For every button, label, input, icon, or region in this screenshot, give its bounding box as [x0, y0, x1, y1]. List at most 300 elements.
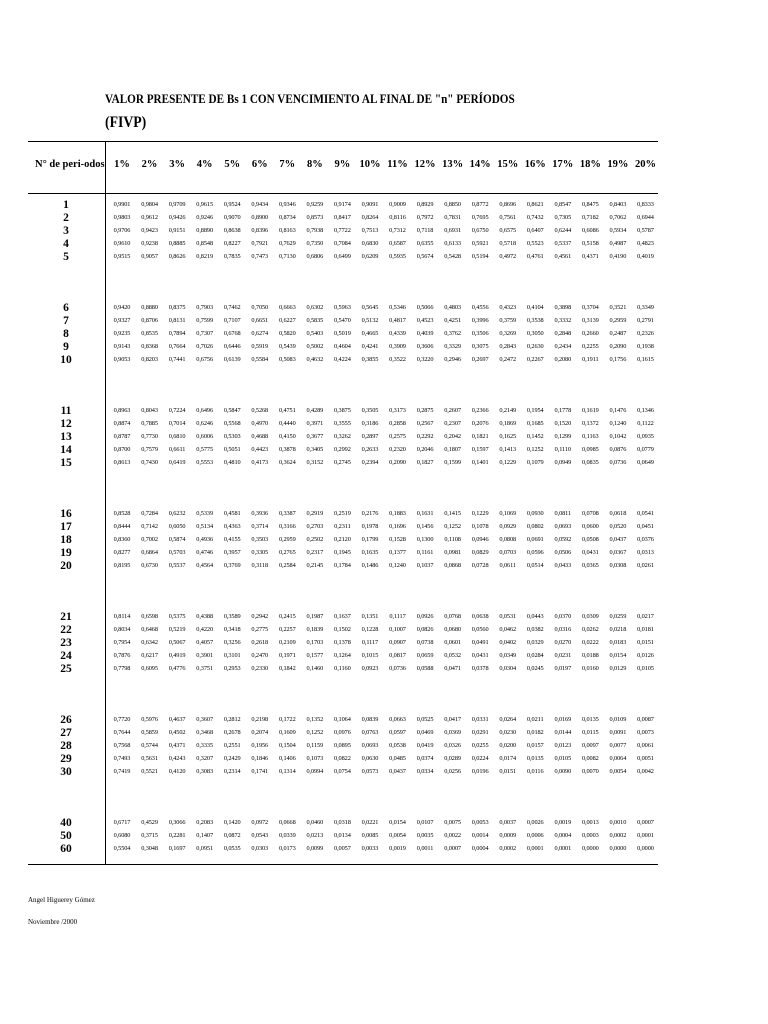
factor-cell: 0,5744	[141, 741, 158, 749]
factor-cell: 0,0042	[637, 767, 654, 775]
factor-cell: 0,0270	[554, 638, 572, 646]
period-number: 15	[60, 456, 72, 469]
period-number: 9	[63, 340, 69, 353]
factor-cell: 0,0817	[389, 651, 406, 659]
factor-cell: 0,1401	[471, 458, 489, 466]
factor-cell: 0,1228	[361, 625, 379, 633]
factor-cell: 0,5134	[196, 522, 213, 530]
factor-cell: 0,3048	[141, 844, 158, 852]
factor-cell: 0,8706	[141, 316, 158, 324]
factor-cell: 0,6342	[141, 638, 158, 646]
factor-cell: 0,4057	[196, 638, 213, 646]
factor-cell: 0,0256	[444, 767, 461, 775]
period-number: 17	[60, 520, 72, 533]
factor-cell: 0,2567	[416, 419, 434, 427]
factor-cell: 0,7954	[113, 638, 131, 646]
factor-cell: 0,0115	[582, 728, 599, 736]
factor-cell: 0,7629	[278, 239, 296, 247]
factor-cell: 0,5523	[526, 239, 544, 247]
factor-cell: 0,6133	[444, 239, 461, 247]
factor-cell: 0,0560	[471, 625, 489, 633]
factor-cell: 0,8277	[113, 548, 131, 556]
factor-cell: 0,6419	[168, 458, 186, 466]
factor-cell: 0,4564	[196, 561, 213, 569]
factor-cell: 0,8163	[278, 226, 296, 234]
factor-cell: 0,2307	[444, 419, 461, 427]
factor-cell: 0,5375	[168, 613, 186, 620]
factor-cell: 0,1351	[361, 613, 379, 620]
factor-cell: 0,3704	[581, 304, 599, 311]
table-row	[0, 727, 768, 740]
factor-cell: 0,8333	[637, 201, 654, 208]
factor-cell: 0,8403	[609, 201, 627, 208]
factor-cell: 0,8203	[141, 355, 158, 363]
factor-cell: 0,5553	[196, 458, 213, 466]
factor-cell: 0,0369	[444, 728, 461, 736]
rate-header: 16%	[524, 159, 546, 170]
factor-cell: 0,8787	[113, 432, 131, 440]
factor-cell: 0,5051	[223, 445, 241, 453]
factor-cell: 0,7720	[113, 716, 131, 723]
factor-cell: 0,2942	[251, 613, 269, 620]
factor-cell: 0,0663	[389, 716, 406, 723]
factor-cell: 0,0135	[581, 716, 599, 723]
factor-cell: 0,4155	[223, 535, 241, 543]
period-number: 28	[60, 739, 72, 752]
factor-cell: 0,0087	[637, 716, 654, 723]
factor-cell: 0,3503	[251, 535, 269, 543]
factor-cell: 0,1377	[389, 548, 406, 556]
factor-cell: 0,0437	[609, 535, 627, 543]
factor-cell: 0,0451	[637, 522, 654, 530]
factor-cell: 0,4665	[361, 329, 379, 337]
factor-cell: 0,8475	[581, 201, 599, 208]
factor-cell: 0,0543	[251, 831, 269, 839]
table-row	[0, 302, 768, 315]
factor-cell: 0,0213	[306, 831, 324, 839]
factor-cell: 0,5470	[334, 316, 351, 324]
factor-cell: 0,2320	[389, 445, 406, 453]
factor-cell: 0,7938	[306, 226, 324, 234]
factor-cell: 0,6086	[581, 226, 599, 234]
factor-cell: 0,2519	[334, 510, 351, 517]
factor-cell: 0,1696	[389, 522, 406, 530]
factor-cell: 0,0261	[637, 561, 654, 569]
factor-cell: 0,6209	[361, 252, 379, 260]
factor-cell: 0,4810	[223, 458, 241, 466]
factor-cell: 0,0224	[471, 754, 489, 762]
factor-cell: 0,0126	[637, 651, 654, 659]
factor-cell: 0,0002	[609, 831, 627, 839]
factor-cell: 0,0811	[554, 510, 572, 517]
factor-cell: 0,1300	[416, 535, 434, 543]
factor-cell: 0,3769	[223, 561, 241, 569]
period-number: 4	[63, 237, 69, 250]
factor-cell: 0,7050	[251, 304, 269, 311]
factor-cell: 0,6217	[141, 651, 158, 659]
factor-cell: 0,7513	[361, 226, 379, 234]
period-number: 2	[63, 211, 69, 224]
factor-cell: 0,0002	[499, 844, 517, 852]
factor-cell: 0,7831	[444, 213, 461, 221]
factor-cell: 0,3050	[526, 329, 544, 337]
factor-cell: 0,7142	[141, 522, 158, 530]
factor-cell: 0,4817	[389, 316, 406, 324]
factor-cell: 0,8043	[141, 407, 158, 414]
factor-cell: 0,8219	[196, 252, 213, 260]
period-number: 3	[63, 224, 69, 237]
factor-cell: 0,9434	[251, 201, 269, 208]
factor-cell: 0,0417	[444, 716, 461, 723]
table-row	[0, 212, 768, 225]
period-number: 25	[60, 662, 72, 675]
table-row	[0, 830, 768, 843]
factor-cell: 0,2703	[306, 522, 324, 530]
table-row	[0, 637, 768, 650]
factor-cell: 0,1827	[416, 458, 434, 466]
factor-cell: 0,4039	[416, 329, 434, 337]
rate-header: 9%	[334, 159, 351, 170]
factor-cell: 0,0033	[361, 844, 379, 852]
factor-cell: 0,1079	[526, 458, 544, 466]
factor-cell: 0,0907	[389, 638, 406, 646]
factor-cell: 0,1110	[554, 445, 571, 453]
factor-cell: 0,9426	[168, 213, 186, 221]
factor-cell: 0,0736	[389, 664, 406, 672]
factor-cell: 0,1117	[361, 638, 379, 646]
factor-cell: 0,0923	[361, 664, 379, 672]
factor-cell: 0,2618	[251, 638, 269, 646]
factor-cell: 0,2607	[444, 407, 461, 414]
period-number: 12	[60, 417, 72, 430]
factor-cell: 0,2109	[278, 638, 296, 646]
factor-cell: 0,0822	[334, 754, 351, 762]
factor-cell: 0,8626	[168, 252, 186, 260]
factor-cell: 0,1954	[526, 407, 544, 414]
factor-cell: 0,0135	[526, 754, 544, 762]
factor-cell: 0,7430	[141, 458, 158, 466]
table-row	[0, 431, 768, 444]
factor-cell: 0,7307	[196, 329, 213, 337]
factor-cell: 0,6274	[251, 329, 269, 337]
factor-cell: 0,6830	[361, 239, 379, 247]
factor-cell: 0,0680	[444, 625, 461, 633]
period-number: 40	[60, 817, 72, 829]
factor-cell: 0,6050	[168, 522, 186, 530]
factor-cell: 0,1821	[471, 432, 489, 440]
factor-cell: 0,0255	[471, 741, 489, 749]
factor-cell: 0,3329	[444, 342, 461, 350]
factor-cell: 0,1756	[609, 355, 627, 363]
period-number: 60	[60, 842, 72, 855]
factor-cell: 0,8375	[168, 304, 186, 311]
factor-cell: 0,6598	[141, 613, 158, 620]
factor-cell: 0,8929	[416, 201, 434, 208]
factor-cell: 0,8548	[196, 239, 213, 247]
factor-cell: 0,8573	[306, 213, 324, 221]
factor-cell: 0,0630	[361, 754, 379, 762]
factor-cell: 0,1778	[554, 407, 572, 414]
period-number: 26	[60, 714, 72, 726]
factor-cell: 0,3262	[334, 432, 351, 440]
factor-cell: 0,0217	[637, 613, 654, 620]
factor-cell: 0,5584	[251, 355, 269, 363]
factor-cell: 0,0538	[389, 741, 406, 749]
factor-cell: 0,0525	[416, 716, 434, 723]
factor-cell: 0,1117	[389, 613, 406, 620]
factor-cell: 0,1314	[278, 767, 296, 775]
factor-cell: 0,0491	[471, 638, 489, 646]
factor-cell: 0,6663	[278, 304, 296, 311]
factor-cell: 0,4746	[196, 548, 213, 556]
factor-cell: 0,9804	[141, 201, 158, 208]
factor-cell: 0,0951	[196, 844, 213, 852]
factor-cell: 0,5787	[637, 226, 654, 234]
factor-cell: 0,0157	[526, 741, 544, 749]
factor-cell: 0,1637	[334, 613, 351, 620]
factor-cell: 0,0188	[581, 651, 599, 659]
factor-cell: 0,6611	[168, 445, 186, 453]
factor-cell: 0,4919	[168, 651, 186, 659]
factor-cell: 0,9420	[113, 304, 131, 311]
factor-cell: 0,7284	[141, 510, 158, 517]
factor-cell: 0,3971	[306, 419, 324, 427]
factor-cell: 0,0019	[554, 819, 572, 826]
factor-cell: 0,2858	[389, 419, 406, 427]
factor-cell: 0,4339	[389, 329, 406, 337]
factor-cell: 0,9070	[223, 213, 241, 221]
factor-cell: 0,8034	[113, 625, 131, 633]
factor-cell: 0,0011	[416, 844, 434, 852]
factor-cell: 0,9706	[113, 226, 131, 234]
factor-cell: 0,9235	[113, 329, 131, 337]
factor-cell: 0,0462	[499, 625, 517, 633]
factor-cell: 0,4440	[278, 419, 296, 427]
factor-cell: 0,3521	[609, 304, 627, 311]
factor-cell: 0,5921	[471, 239, 489, 247]
table-row	[0, 405, 768, 418]
factor-cell: 0,7084	[334, 239, 351, 247]
factor-cell: 0,3335	[196, 741, 213, 749]
factor-cell: 0,2470	[251, 651, 269, 659]
factor-cell: 0,0091	[609, 728, 627, 736]
factor-cell: 0,2083	[196, 819, 213, 826]
factor-cell: 0,2317	[306, 548, 324, 556]
factor-cell: 0,0949	[554, 458, 572, 466]
factor-cell: 0,0431	[471, 651, 489, 659]
factor-cell: 0,7493	[113, 754, 131, 762]
factor-cell: 0,2959	[609, 316, 627, 324]
factor-cell: 0,0085	[361, 831, 379, 839]
factor-cell: 0,0972	[251, 819, 269, 826]
factor-cell: 0,2765	[278, 548, 296, 556]
factor-cell: 0,4751	[278, 407, 296, 414]
factor-cell: 0,2120	[334, 535, 351, 543]
table-row	[0, 753, 768, 766]
factor-cell: 0,4632	[306, 355, 324, 363]
factor-cell: 0,1635	[361, 548, 379, 556]
factor-cell: 0,6244	[554, 226, 572, 234]
factor-cell: 0,0264	[499, 716, 517, 723]
factor-cell: 0,1625	[499, 432, 517, 440]
factor-cell: 0,1978	[361, 522, 379, 530]
factor-cell: 0,4803	[444, 304, 461, 311]
factor-cell: 0,0876	[609, 445, 627, 453]
factor-cell: 0,0768	[444, 613, 461, 620]
factor-cell: 0,8131	[168, 316, 186, 324]
factor-cell: 0,7722	[334, 226, 351, 234]
factor-cell: 0,0728	[471, 561, 489, 569]
factor-cell: 0,4371	[168, 741, 186, 749]
factor-cell: 0,1352	[306, 716, 324, 723]
factor-cell: 0,0097	[581, 741, 599, 749]
factor-cell: 0,4936	[196, 535, 213, 543]
period-number: 6	[63, 302, 69, 314]
factor-cell: 0,0326	[444, 741, 461, 749]
factor-cell: 0,1456	[416, 522, 434, 530]
factor-cell: 0,4241	[361, 342, 379, 350]
factor-cell: 0,1252	[306, 728, 324, 736]
factor-cell: 0,4289	[306, 407, 324, 414]
factor-cell: 0,0308	[609, 561, 627, 569]
factor-cell: 0,0262	[581, 625, 599, 633]
factor-cell: 0,5504	[113, 844, 131, 852]
factor-cell: 0,7118	[416, 226, 434, 234]
factor-cell: 0,4581	[223, 510, 241, 517]
factor-cell: 0,6006	[196, 432, 213, 440]
factor-cell: 0,0160	[581, 664, 599, 672]
factor-cell: 0,6931	[444, 226, 461, 234]
factor-cell: 0,2875	[416, 407, 434, 414]
factor-cell: 0,2633	[361, 445, 379, 453]
factor-cell: 0,8621	[526, 201, 544, 208]
factor-cell: 0,3607	[196, 716, 213, 723]
factor-cell: 0,0134	[334, 831, 351, 839]
table-row	[0, 444, 768, 457]
table-row	[0, 624, 768, 637]
period-number: 16	[60, 508, 72, 520]
factor-cell: 0,0129	[609, 664, 627, 672]
factor-cell: 0,0037	[499, 819, 517, 826]
table-row	[0, 199, 768, 212]
factor-cell: 0,3405	[306, 445, 324, 453]
factor-cell: 0,4190	[609, 252, 627, 260]
factor-cell: 0,0895	[334, 741, 351, 749]
table-row	[0, 714, 768, 727]
factor-cell: 0,6080	[113, 831, 131, 839]
factor-cell: 0,6587	[389, 239, 406, 247]
factor-cell: 0,3207	[196, 754, 213, 762]
factor-cell: 0,1160	[334, 664, 351, 672]
factor-cell: 0,0077	[609, 741, 627, 749]
factor-cell: 0,1452	[526, 432, 544, 440]
factor-cell: 0,1486	[361, 561, 379, 569]
factor-cell: 0,3305	[251, 548, 269, 556]
factor-cell: 0,0174	[499, 754, 517, 762]
factor-cell: 0,2394	[361, 458, 379, 466]
factor-cell: 0,8417	[334, 213, 351, 221]
table-row	[0, 341, 768, 354]
period-number: 14	[60, 443, 72, 456]
factor-cell: 0,7798	[113, 664, 131, 672]
factor-cell: 0,5847	[223, 407, 241, 414]
period-number: 13	[60, 430, 72, 443]
table-row	[0, 418, 768, 431]
factor-cell: 0,0006	[526, 831, 544, 839]
factor-cell: 0,3166	[278, 522, 296, 530]
factor-cell: 0,2257	[278, 625, 296, 633]
factor-cell: 0,3762	[444, 329, 461, 337]
factor-cell: 0,0197	[554, 664, 572, 672]
factor-cell: 0,7305	[554, 213, 572, 221]
factor-cell: 0,4688	[251, 432, 269, 440]
factor-cell: 0,0779	[637, 445, 654, 453]
factor-cell: 0,0638	[471, 613, 489, 620]
factor-cell: 0,9515	[113, 252, 131, 260]
factor-cell: 0,4224	[334, 355, 351, 363]
factor-cell: 0,0402	[499, 638, 517, 646]
factor-cell: 0,1037	[416, 561, 434, 569]
factor-cell: 0,8535	[141, 329, 158, 337]
factor-cell: 0,4388	[196, 613, 213, 620]
factor-cell: 0,5083	[278, 355, 296, 363]
factor-cell: 0,0245	[526, 664, 544, 672]
factor-cell: 0,0154	[609, 651, 627, 659]
factor-cell: 0,0284	[526, 651, 544, 659]
factor-cell: 0,1842	[278, 664, 296, 672]
factor-cell: 0,1504	[278, 741, 296, 749]
period-number: 24	[60, 649, 72, 662]
table-bottom-rule	[28, 864, 658, 865]
factor-cell: 0,4561	[554, 252, 572, 260]
rate-header: 8%	[306, 159, 323, 170]
factor-cell: 0,0035	[416, 831, 434, 839]
factor-cell: 0,1460	[306, 664, 324, 672]
factor-cell: 0,0211	[527, 716, 544, 723]
factor-cell: 0,6810	[168, 432, 186, 440]
rate-header: 3%	[169, 159, 185, 170]
factor-cell: 0,8264	[361, 213, 379, 221]
factor-cell: 0,3418	[223, 625, 241, 633]
factor-cell: 0,3898	[554, 304, 572, 311]
factor-cell: 0,0073	[637, 728, 654, 736]
factor-cell: 0,1502	[334, 625, 351, 633]
factor-cell: 0,9143	[113, 342, 131, 350]
factor-cell: 0,0019	[389, 844, 406, 852]
factor-cell: 0,3186	[361, 419, 379, 427]
factor-cell: 0,1520	[554, 419, 572, 427]
factor-cell: 0,6496	[196, 407, 213, 414]
factor-cell: 0,7921	[251, 239, 269, 247]
factor-cell: 0,4776	[168, 664, 186, 672]
factor-cell: 0,0506	[554, 548, 572, 556]
factor-cell: 0,0378	[471, 664, 489, 672]
table-row	[0, 354, 768, 367]
factor-cell: 0,6806	[306, 252, 324, 260]
factor-cell: 0,2848	[554, 329, 572, 337]
factor-cell: 0,2145	[306, 561, 324, 569]
factor-cell: 0,0611	[499, 561, 516, 569]
period-number: 19	[60, 546, 72, 559]
factor-cell: 0,0221	[361, 819, 379, 826]
factor-cell: 0,1846	[251, 754, 269, 762]
factor-cell: 0,0976	[334, 728, 351, 736]
factor-cell: 0,0691	[526, 535, 544, 543]
rate-header: 13%	[442, 159, 464, 170]
factor-cell: 0,4423	[251, 445, 269, 453]
factor-cell: 0,1945	[334, 548, 351, 556]
factor-cell: 0,3387	[278, 510, 296, 517]
